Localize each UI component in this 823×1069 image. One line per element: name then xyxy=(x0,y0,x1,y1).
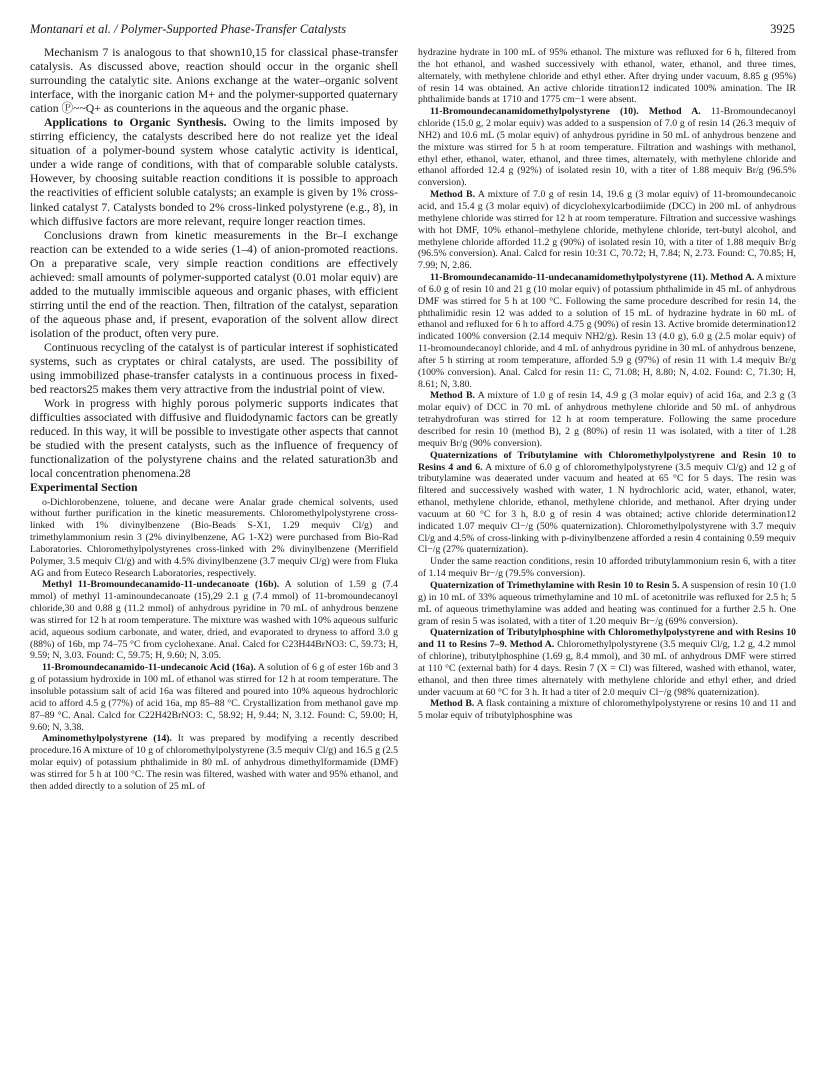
paragraph-applications: Applications to Organic Synthesis. Owing to the limits imposed by stirring efficiency, the catalysts described here do not realize yet the ideal situation of a polymer-bound system whose catalytic activity is identical, under a wide range of conditions, with that of comparable soluble catalysts. However, by choosing suitable reaction conditions it is possible to approach the reactivities of efficient soluble catalysts; an example is given by 1% cross-linked catalyst 7. Catalysts bonded to 2% cross-linked polystyrene (e.g., 8), in which diffusive factors are more relevant, require longer reaction times. xyxy=(30,116,398,228)
paragraph-resin-14: Aminomethylpolystyrene (14). It was prepared by modifying a recently described procedure.16 A mixture of 10 g of chloromethylpolystyrene (3.5 mequiv Cl/g) and 16.5 g (2.5 molar equiv) of potassium phthalimide in 80 mL of anhydrous dimethylformamide (DMF) was stirred for 5 h at 100 °C. The resin was filtered, washed with water and 95% ethanol, and then added directly to a solution of 25 mL of xyxy=(30,733,398,792)
paragraph-tributylphosphine-method-b: Method B. A flask containing a mixture of chloromethylpolystyrene or resins 10 and 11 and 5 molar equiv of tributylphosphine was xyxy=(418,698,796,722)
run-in-heading: Method B. xyxy=(430,390,475,402)
running-title: Montanari et al. / Polymer-Supported Phase-Transfer Catalysts xyxy=(30,22,347,36)
paragraph-tributylamine-quaternization: Quaternizations of Tributylamine with Chloromethylpolystyrene and Resin 10 to Resins 4 and 6. A mixture of 6.0 g of chloromethylpolystyrene (3.5 mequiv Cl/g) and 12 g of tributylamine was deaerated under vacuum and heated at 65 °C for 5 days. The resin was filtered and successively washed with water, 1 N hydrochloric acid, water, ethanol, water, ethanol, methylene chloride, ethanol, methylene chloride, and methanol. After drying under vacuum at 60 °C for 3 h, 8.0 g of resin 4 was obtained; active chloride determination12 indicated 1.07 mequiv Cl−/g (50% quaternization). Chloromethylpolystyrene with 3.7 mequiv Cl/g and 4.5% of cross-linking with p-divinylbenzene afforded a resin 4 containing 0.59 mequiv Cl−/g (27% quaternization). xyxy=(418,449,797,556)
paragraph-compound-16a: 11-Bromoundecanamido-11-undecanoic Acid (16a). A solution of 6 g of ester 16b and 3 g of potassium hydroxide in 100 mL of ethanol was stirred for 12 h at room temperature. The insoluble potassium salt of acid 16a was filtered and poured into 10% aqueous hydrochloric acid to afford 4.5 g (77%) of acid 16a, mp 85–88 °C. Crystallization from methanol gave mp 87–89 °C. Anal. Calcd for C22H42BrNO3: C, 58.92; H, 9.44; N, 3.12. Found: C, 59.00; H, 9.60; N, 3.38. xyxy=(30,662,398,733)
paragraph-resin-14-continued: hydrazine hydrate in 100 mL of 95% ethanol. The mixture was refluxed for 6 h, filtered from the hot ethanol, and washed successively with ethanol, water, ethanol, and three times, alternately, with methylene chloride and ethyl ether. After drying under vacuum, 8.85 g (95%) of resin 14 was obtained. An active chloride titration12 indicated 100% amination. The IR phthalimide bands at 1710 and 1775 cm−1 were absent. xyxy=(418,47,796,106)
run-in-heading: 11-Bromoundecanamido-11-undecanoic Acid (16a). xyxy=(42,662,256,674)
section-heading-experimental: Experimental Section xyxy=(30,481,138,495)
run-in-heading: Quaternization of Tributylphosphine with Chloromethylpolystyrene and with Resins 10 and 11 to Resins 7–9. Method A. xyxy=(418,627,796,651)
paragraph-resin-11-method-a: 11-Bromoundecanamido-11-undecanamidomethylpolystyrene (11). Method A. A mixture of 6.0 g of resin 10 and 21 g (10 molar equiv) of potassium phthalimide in 45 mL of anhydrous DMF was stirred for 5 h at 100 °C. Following the same procedure described for resin 14, the phthalimidic resin 12 was added to a solution of 15 mL of hydrazine hydrate in 60 mL of ethanol and refluxed for 6 h to afford 4.75 g (90%) of resin 13. Active bromide determination12 indicated 100% conversion (2.14 mequiv NH2/g). Resin 13 (4.0 g), 6.0 g (2.5 molar equiv) of 11-bromoundecanoyl chloride, and 4 mL of anhydrous pyridine in 30 mL of anhydrous benzene, after 5 h stirring at room temperature, afforded 5.9 g (97%) of resin 11 with 1.4 mequiv Br/g (100% conversion). Anal. Calcd for resin 11: C, 71.08; H, 8.80; N, 4.02. Found: C, 71.30; H, 8.61; N, 3.80. xyxy=(418,272,796,390)
run-in-heading: Methyl 11-Bromoundecanamido-11-undecanoate (16b). xyxy=(42,579,280,591)
run-in-heading: Quaternizations of Tributylamine with Chloromethylpolystyrene and Resin 10 to Resins 4 and 6. xyxy=(418,449,796,473)
left-column xyxy=(30,46,398,793)
page-number: 3925 xyxy=(770,22,795,36)
run-in-heading: Applications to Organic Synthesis. xyxy=(44,116,227,130)
paragraph-work-in-progress: Work in progress with highly porous polymeric supports indicates that difficulties associated with diffusive and fluidodynamic factors can be greatly reduced. In this way, it will be possible to investigate other aspects that cannot be studied with the present catalysts, such as the influence of frequency of functionalization of the polystyrene chains and the related saturation3b and local concentration phenomena.28 xyxy=(30,397,398,481)
running-header xyxy=(30,22,795,40)
run-in-heading: Method B. xyxy=(430,698,475,710)
paragraph-resin-6: Under the same reaction conditions, resin 10 afforded tributylammonium resin 6, with a titer of 1.14 mequiv Br−/g (79.5% conversion). xyxy=(418,556,796,580)
run-in-heading: 11-Bromoundecanamido-11-undecanamidomethylpolystyrene (11). Method A. xyxy=(430,272,755,284)
paragraph-conclusions: Conclusions drawn from kinetic measurements in the Br–I exchange reaction can be extended to a wide series (1–4) of anion-promoted reactions. On a preparative scale, very simple reaction conditions are effectively achieved: small amounts of polymer-supported catalyst (0.01 molar equiv) are added to the mutually immiscible aqueous and organic phases, with efficient stirring until the end of the reaction. Then, filtration of the catalyst, separation of the aqueous phase and, if present, evaporation of the solvent allow direct isolation of the product, often very pure. xyxy=(30,228,398,340)
paragraph-trimethylamine-quaternization: Quaternization of Trimethylamine with Resin 10 to Resin 5. A suspension of resin 10 (1.0 g) in 10 mL of 33% aqueous trimethylamine and 10 mL of acetonitrile was refluxed for 2.5 h; 5 mL of aqueous trimethylamine was added and heating was continued for a further 2.5 h. One gram of resin 5 was isolated, with a titer of 1.20 mequiv Br−/g (69% conversion). xyxy=(418,579,796,627)
paragraph-resin-10-method-a: 11-Bromoundecanamidomethylpolystyrene (10). Method A. 11-Bromoundecanoyl chloride (15.0 g, 2 molar equiv) was added to a suspension of 7.0 g of resin 14 (26.3 mequiv of NH2) and 10.6 mL (5 molar equiv) of anhydrous pyridine in 50 mL of anhydrous benzene and the mixture was stirred for 5 h at room temperature. Filtration and washings with methanol, ethyl ether, ethanol, water, ethanol, and three times, alternately, with methylene chloride and ethanol afforded 12.4 g (92%) of isolated resin 10, with a titer of 1.88 mequiv Br/g (96.5% conversion). xyxy=(418,106,796,189)
paragraph-resin-10-method-b: Method B. A mixture of 7.0 g of resin 14, 19.6 g (3 molar equiv) of 11-bromoundecanoic acid, and 15.4 g (3 molar equiv) of dicyclohexylcarbodiimide (DCC) in 200 mL of anhydrous methylene chloride was stirred for 12 h at room temperature. Filtration and successive washings with hot DMF, 10% ethanol–methylene chloride, methylene chloride, tert-butyl alcohol, and methylene chloride afforded 11.2 g (90%) of isolated resin 10, with a titer of 1.88 mequiv Br/g (96.5% conversion). Anal. Calcd for resin 10:31 C, 70.72; H, 7.84; N, 2.73. Found: C, 70.85; H, 7.99; N, 2.86. xyxy=(418,189,796,272)
paragraph-mechanism: Mechanism 7 is analogous to that shown10,15 for classical phase-transfer catalysis. As discussed above, reaction should occur in the organic shell surrounding the catalytic site. Anions exchange at the water–organic solvent interface, with the inorganic cation M+ and the polymer-supported quaternary cation Ⓟ~~Q+ as counterions in the aqueous and the organic phase. xyxy=(30,46,398,116)
paragraph-materials: o-Dichlorobenzene, toluene, and decane were Analar grade chemical solvents, used without further purification in the kinetic measurements. Chloromethylpolystyrene cross-linked with 1% divinylbenzene (Bio-Beads S-X1, 1.29 mequiv Cl/g) and trimethylammonium resin 3 (2% divinylbenzene, AG 1-X2) were purchased from Bio-Rad Laboratories. Chloromethylpolystyrenes cross-linked with 2% divinylbenzene (Merrifield Polymer, 3.5 mequiv Cl/g) and with 4.5% divinylbenzene (3.7 mequiv Cl/g) were from Fluka AG and from Euteco Research Laboratories, respectively. xyxy=(30,496,398,579)
paragraph-tributylphosphine-method-a: Quaternization of Tributylphosphine with Chloromethylpolystyrene and with Resins 10 and 11 to Resins 7–9. Method A. Chloromethylpolystyrene (3.5 mequiv Cl/g, 1.2 g, 4.2 mmol of chlorine), tributylphosphine (1.69 g, 8.4 mmol), and 30 mL of anhydrous DMF were stirred at 110 °C (external bath) for 4 days. Resin 7 (X = Cl) was filtered, washed with ethanol, water, ethanol, and then three times alternately with methylene chloride and ethyl ether, and dried under vacuum at 60 °C for 3 h. It had a titer of 2.0 mequiv Cl−/g (98% quaternization). xyxy=(418,627,796,698)
run-in-heading: 11-Bromoundecanamidomethylpolystyrene (10). Method A. xyxy=(430,106,701,118)
right-column xyxy=(418,47,796,722)
discussion-section xyxy=(30,46,398,496)
run-in-heading: Quaternization of Trimethylamine with Resin 10 to Resin 5. xyxy=(430,579,680,591)
experimental-section xyxy=(30,497,398,793)
paragraph-compound-16b: Methyl 11-Bromoundecanamido-11-undecanoate (16b). A solution of 1.59 g (7.4 mmol) of methyl 11-aminoundecanoate (15),29 2.1 g (7.4 mmol) of 11-bromoundecanoyl chloride,30 and 0.88 g (11.2 mmol) of anhydrous pyridine in 70 mL of anhydrous benzene was stirred for 12 h at room temperature. The mixture was washed with 10% aqueous sulfuric acid, aqueous sodium carbonate, and water, dried, and evaporated to dryness to afford 3.0 g (88%) of 16b, mp 74–75 °C from cyclohexane. Anal. Calcd for C23H44BrNO3: C, 59.73; H, 9.59; N, 3.03. Found: C, 59.75; H, 9.60; N, 3.05. xyxy=(30,579,398,662)
paragraph-recycling: Continuous recycling of the catalyst is of particular interest if sophisticated systems, such as cryptates or chiral catalysts, are used. The possibility of using immobilized phase-transfer catalysts in a continuous process in fixed-bed reactors25 makes them very attractive from the industrial point of view. xyxy=(30,340,398,397)
run-in-heading: Method B. xyxy=(430,189,476,201)
run-in-heading: Aminomethylpolystyrene (14). xyxy=(42,733,172,745)
paragraph-resin-11-method-b: Method B. A mixture of 1.0 g of resin 14, 4.9 g (3 molar equiv) of acid 16a, and 2.3 g (3 molar equiv) of DCC in 70 mL of anhydrous methylene chloride and 50 mL of anhydrous tetrahydrofuran was stirred for 12 h at room temperature. Following the same procedure described for resin 10 (method B), 2 g (80%) of resin 11 was isolated, with a titer of 1.28 mequiv Br/g (90% conversion). xyxy=(418,390,796,449)
